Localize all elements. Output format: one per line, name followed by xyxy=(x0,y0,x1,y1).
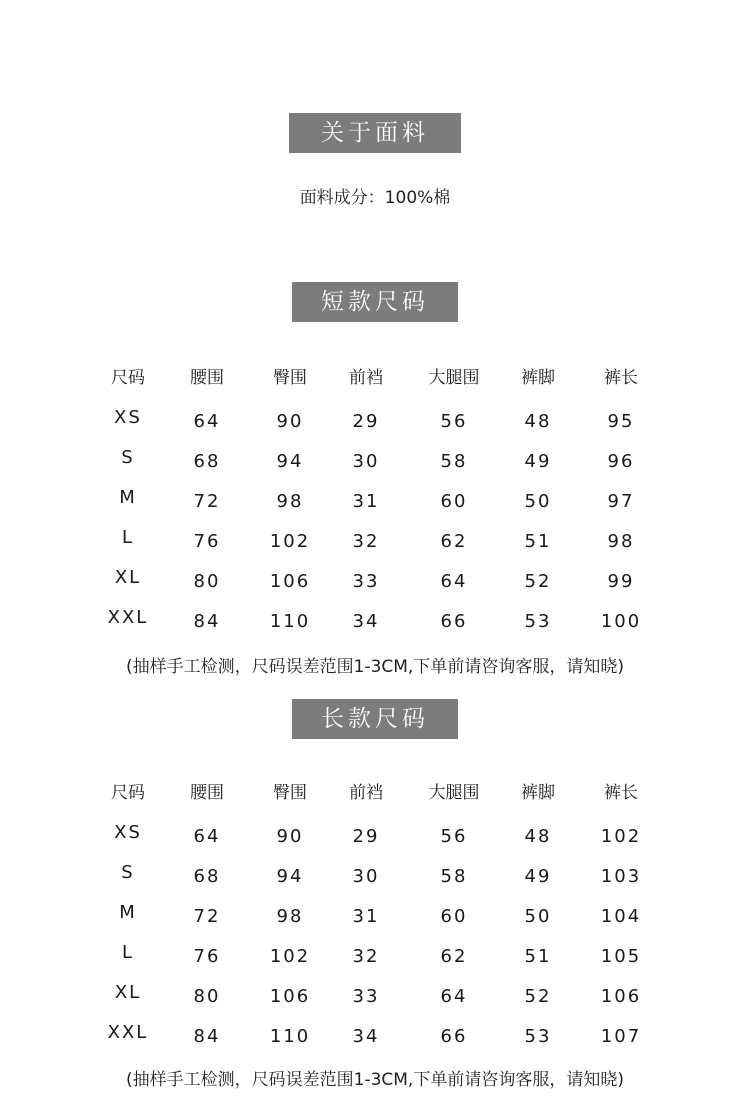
long-size-table xyxy=(0,776,750,1060)
table-cell: 80 xyxy=(193,571,221,592)
table-cell: 68 xyxy=(193,451,221,472)
table-cell: 72 xyxy=(193,491,221,512)
table-cell: 66 xyxy=(440,611,468,632)
fabric-section-title: 关于面料 xyxy=(289,113,461,153)
table-row xyxy=(0,1020,750,1060)
table-cell: 56 xyxy=(440,826,468,847)
table-cell: 64 xyxy=(440,571,468,592)
table-row xyxy=(0,860,750,900)
table-cell: 94 xyxy=(276,866,304,887)
table-row xyxy=(0,940,750,980)
table-row xyxy=(0,445,750,485)
table-cell: 102 xyxy=(269,946,311,967)
table-cell: 30 xyxy=(352,866,380,887)
table-cell: 90 xyxy=(276,411,304,432)
table-cell: 102 xyxy=(269,531,311,552)
table-cell: 48 xyxy=(524,826,552,847)
table-cell: 110 xyxy=(269,611,311,632)
table-cell: 98 xyxy=(276,906,304,927)
table-cell: 50 xyxy=(524,491,552,512)
table-cell: 95 xyxy=(607,411,635,432)
table-cell: 84 xyxy=(193,611,221,632)
table-cell: 49 xyxy=(524,451,552,472)
header-cell-size: 尺码 xyxy=(111,368,145,388)
table-cell: 96 xyxy=(607,451,635,472)
table-row xyxy=(0,565,750,605)
table-cell: 58 xyxy=(440,451,468,472)
table-cell: 62 xyxy=(440,531,468,552)
table-cell: 32 xyxy=(352,946,380,967)
header-cell-leg-opening: 裤脚 xyxy=(521,368,555,388)
table-cell: 29 xyxy=(352,826,380,847)
table-cell: 56 xyxy=(440,411,468,432)
long-size-section-title: 长款尺码 xyxy=(292,699,458,739)
table-cell: 34 xyxy=(352,1026,380,1047)
table-cell: 62 xyxy=(440,946,468,967)
table-cell: 100 xyxy=(600,611,642,632)
table-cell: 98 xyxy=(607,531,635,552)
short-size-note: (抽样手工检测，尺码误差范围1-3CM,下单前请咨询客服，请知晓) xyxy=(126,657,624,677)
header-cell-size: 尺码 xyxy=(111,783,145,803)
table-cell: 66 xyxy=(440,1026,468,1047)
table-row xyxy=(0,605,750,645)
table-cell: 64 xyxy=(440,986,468,1007)
table-cell: XS xyxy=(114,822,142,843)
table-cell: 97 xyxy=(607,491,635,512)
table-cell: 31 xyxy=(352,906,380,927)
table-row xyxy=(0,405,750,445)
table-cell: 104 xyxy=(600,906,642,927)
table-cell: 53 xyxy=(524,1026,552,1047)
table-cell: 48 xyxy=(524,411,552,432)
table-cell: 110 xyxy=(269,1026,311,1047)
table-cell: 51 xyxy=(524,531,552,552)
table-cell: 84 xyxy=(193,1026,221,1047)
table-cell: 106 xyxy=(269,986,311,1007)
header-cell-thigh: 大腿围 xyxy=(428,368,480,388)
short-size-table xyxy=(0,361,750,645)
table-cell: 49 xyxy=(524,866,552,887)
table-header-row xyxy=(0,776,750,820)
fabric-composition: 面料成分：100%棉 xyxy=(299,188,451,208)
table-cell: S xyxy=(121,862,135,883)
table-cell: XL xyxy=(114,567,142,588)
table-cell: 80 xyxy=(193,986,221,1007)
header-cell-waist: 腰围 xyxy=(190,368,224,388)
table-cell: 53 xyxy=(524,611,552,632)
table-cell: 34 xyxy=(352,611,380,632)
table-cell: 30 xyxy=(352,451,380,472)
long-size-note: (抽样手工检测，尺码误差范围1-3CM,下单前请咨询客服，请知晓) xyxy=(126,1070,624,1090)
table-row xyxy=(0,980,750,1020)
table-row xyxy=(0,820,750,860)
table-cell: 103 xyxy=(600,866,642,887)
table-cell: XL xyxy=(114,982,142,1003)
table-cell: S xyxy=(121,447,135,468)
table-cell: 50 xyxy=(524,906,552,927)
table-cell: 90 xyxy=(276,826,304,847)
table-cell: 76 xyxy=(193,946,221,967)
table-cell: M xyxy=(119,902,137,923)
header-cell-hip: 臀围 xyxy=(273,783,307,803)
table-cell: 52 xyxy=(524,986,552,1007)
header-cell-length: 裤长 xyxy=(604,783,638,803)
table-cell: XS xyxy=(114,407,142,428)
table-cell: XXL xyxy=(107,1022,149,1043)
table-cell: XXL xyxy=(107,607,149,628)
table-cell: 32 xyxy=(352,531,380,552)
header-cell-hip: 臀围 xyxy=(273,368,307,388)
table-cell: 51 xyxy=(524,946,552,967)
table-cell: 60 xyxy=(440,906,468,927)
header-cell-thigh: 大腿围 xyxy=(428,783,480,803)
table-cell: 64 xyxy=(193,826,221,847)
table-header-row xyxy=(0,361,750,405)
table-cell: 94 xyxy=(276,451,304,472)
table-row xyxy=(0,485,750,525)
table-cell: 105 xyxy=(600,946,642,967)
table-cell: 33 xyxy=(352,986,380,1007)
table-cell: M xyxy=(119,487,137,508)
table-cell: L xyxy=(121,942,135,963)
table-cell: 76 xyxy=(193,531,221,552)
table-cell: 33 xyxy=(352,571,380,592)
short-size-section-title: 短款尺码 xyxy=(292,282,458,322)
table-cell: 107 xyxy=(600,1026,642,1047)
table-cell: 106 xyxy=(600,986,642,1007)
table-cell: 106 xyxy=(269,571,311,592)
table-cell: 29 xyxy=(352,411,380,432)
table-cell: 99 xyxy=(607,571,635,592)
table-row xyxy=(0,525,750,565)
header-cell-front-rise: 前裆 xyxy=(349,783,383,803)
table-cell: 98 xyxy=(276,491,304,512)
table-cell: 60 xyxy=(440,491,468,512)
table-cell: 64 xyxy=(193,411,221,432)
table-cell: 31 xyxy=(352,491,380,512)
table-cell: 68 xyxy=(193,866,221,887)
table-cell: 102 xyxy=(600,826,642,847)
table-cell: 72 xyxy=(193,906,221,927)
table-row xyxy=(0,900,750,940)
table-cell: 58 xyxy=(440,866,468,887)
table-cell: 52 xyxy=(524,571,552,592)
header-cell-waist: 腰围 xyxy=(190,783,224,803)
header-cell-front-rise: 前裆 xyxy=(349,368,383,388)
table-cell: L xyxy=(121,527,135,548)
header-cell-length: 裤长 xyxy=(604,368,638,388)
header-cell-leg-opening: 裤脚 xyxy=(521,783,555,803)
